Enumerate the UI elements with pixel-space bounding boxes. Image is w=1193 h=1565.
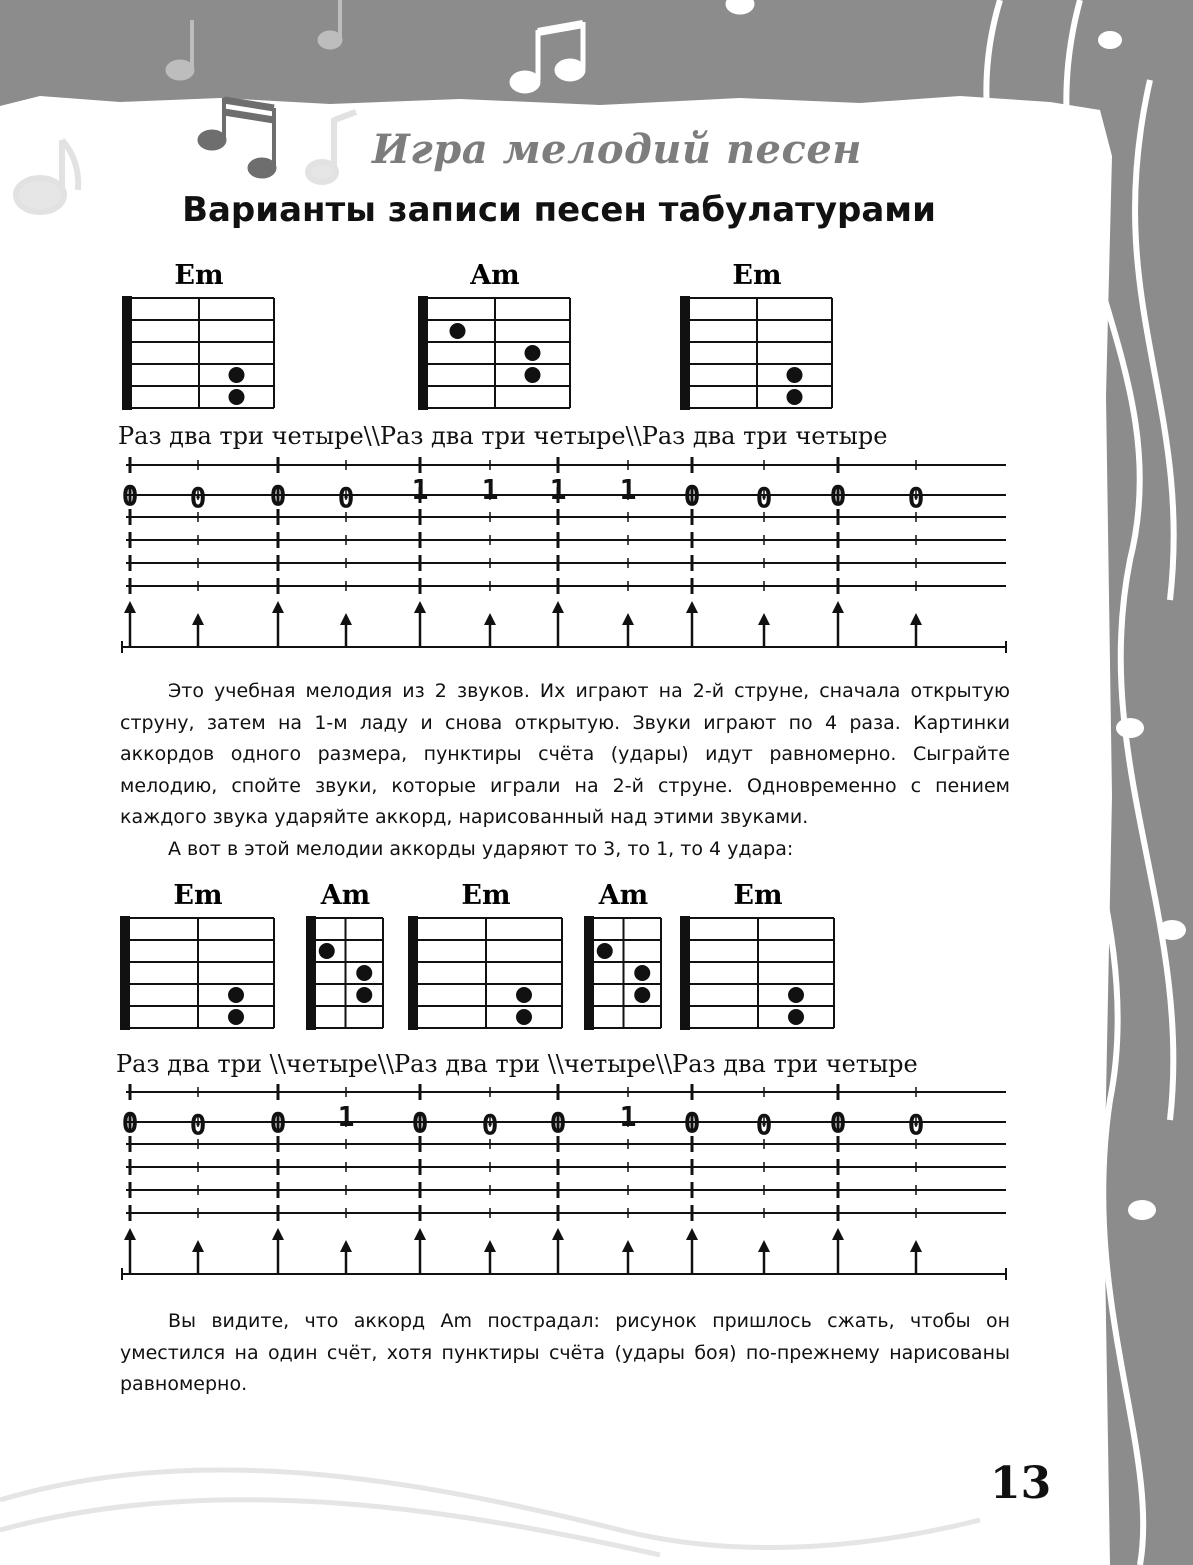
stroke-arrow-up	[552, 601, 564, 647]
finger-dot	[788, 987, 804, 1003]
counting-line-2: Раз два три \\четыре\\Раз два три \\четыре\\Раз два три четыре	[116, 1050, 918, 1078]
stroke-arrow-up	[414, 1228, 426, 1274]
finger-dot	[516, 987, 532, 1003]
tab-fret-number: 0	[411, 1106, 429, 1139]
paragraph-conclusion: Вы видите, что аккорд Am пострадал: рисунок пришлось сжать, чтобы он уместился на один счёт, хотя пунктиры счёта (удары боя) по-прежнему нарисованы равномерно.	[120, 1310, 1010, 1395]
finger-dot	[229, 367, 245, 383]
chord-name: Em	[733, 880, 783, 911]
tab-fret-number: 0	[337, 481, 355, 514]
tab-fret-number: 0	[121, 479, 139, 512]
chord-name: Am	[320, 880, 371, 911]
chord-diagram-am	[306, 880, 383, 1030]
paragraph-explanation: Это учебная мелодия из 2 звуков. Их играют на 2-й струне, сначала открытую струну, затем на 1-м ладу и снова открытую. Звуки играют по 4 раза. Картинки аккордов одного размера, пунктиры счёта (удары) идут равномерно. Сыграйте мелодию, спойте звуки, которые играли на 2-й струне. Одновременно с пением каждого звука ударяйте аккорд, нарисованный над этими звуками.	[120, 680, 1010, 828]
stroke-arrow-up	[758, 1240, 770, 1274]
chord-diagram-em	[408, 880, 562, 1030]
tab-fret-number: 0	[683, 1106, 701, 1139]
tab-fret-number: 0	[189, 481, 207, 514]
finger-dot	[525, 367, 541, 383]
tab-fret-number: 0	[829, 1106, 847, 1139]
tab-fret-number: 0	[755, 1108, 773, 1141]
finger-dot	[788, 1009, 804, 1025]
chord-diagram-em	[122, 260, 274, 410]
finger-dot	[634, 987, 650, 1003]
chord-diagram-em	[680, 260, 832, 410]
finger-dot	[597, 943, 613, 959]
stroke-arrow-up	[340, 613, 352, 647]
tab-fret-number: 0	[269, 1106, 287, 1139]
stroke-arrow-up	[272, 1228, 284, 1274]
tab-fret-number: 0	[683, 479, 701, 512]
counting-line-1: Раз два три четыре\\Раз два три четыре\\Раз два три четыре	[118, 422, 888, 450]
chord-name: Em	[174, 260, 224, 291]
tab-fret-number: 1	[337, 1100, 355, 1133]
tab-fret-number: 0	[755, 481, 773, 514]
stroke-arrow-up	[414, 601, 426, 647]
stroke-arrow-up	[192, 613, 204, 647]
tab-fret-number: 0	[121, 1106, 139, 1139]
finger-dot	[787, 389, 803, 405]
finger-dot	[450, 323, 466, 339]
stroke-arrow-up	[124, 601, 136, 647]
stroke-arrow-up	[622, 613, 634, 647]
page-title: Варианты записи песен табулатурами	[182, 190, 936, 230]
tab-fret-number: 1	[411, 473, 429, 506]
stroke-arrow-up	[484, 613, 496, 647]
finger-dot	[516, 1009, 532, 1025]
stroke-arrow-up	[686, 601, 698, 647]
tab-fret-number: 1	[481, 473, 499, 506]
chord-diagram-am	[584, 880, 661, 1030]
stroke-arrow-up	[686, 1228, 698, 1274]
page-number: 13	[990, 1458, 1052, 1509]
stroke-arrow-up	[622, 1240, 634, 1274]
stroke-arrow-up	[758, 613, 770, 647]
tab-fret-number: 0	[907, 1108, 925, 1141]
stroke-arrow-up	[340, 1240, 352, 1274]
paragraph-intro-example-2: А вот в этой мелодии аккорды ударяют то 3, то 1, то 4 удара:	[168, 838, 794, 860]
stroke-arrow-up	[910, 613, 922, 647]
tab-fret-number: 1	[549, 473, 567, 506]
chord-diagrams-row-1	[0, 250, 1118, 420]
finger-dot	[356, 965, 372, 981]
stroke-arrow-up	[832, 1228, 844, 1274]
chord-diagram-em	[680, 880, 834, 1030]
chord-diagrams-row-2	[0, 870, 1118, 1040]
stroke-arrow-up	[832, 601, 844, 647]
chord-name: Em	[732, 260, 782, 291]
finger-dot	[228, 987, 244, 1003]
stroke-arrow-up	[910, 1240, 922, 1274]
tab-fret-number: 0	[549, 1106, 567, 1139]
stroke-arrow-up	[272, 601, 284, 647]
tab-fret-number: 0	[481, 1108, 499, 1141]
chord-name: Em	[461, 880, 511, 911]
finger-dot	[525, 345, 541, 361]
tab-fret-number: 0	[907, 481, 925, 514]
finger-dot	[228, 1009, 244, 1025]
chord-name: Am	[470, 260, 520, 291]
chord-name: Em	[173, 880, 223, 911]
chord-diagram-em	[120, 880, 274, 1030]
finger-dot	[356, 987, 372, 1003]
tab-fret-number: 0	[189, 1108, 207, 1141]
section-heading: Игра мелодий песен	[372, 126, 862, 173]
finger-dot	[229, 389, 245, 405]
chord-name: Am	[598, 880, 649, 911]
tablature-2	[0, 1082, 1118, 1287]
finger-dot	[319, 943, 335, 959]
finger-dot	[787, 367, 803, 383]
chord-diagram-am	[418, 260, 570, 410]
stroke-arrow-up	[192, 1240, 204, 1274]
stroke-arrow-up	[552, 1228, 564, 1274]
tab-fret-number: 0	[829, 479, 847, 512]
tab-fret-number: 1	[619, 1100, 637, 1133]
stroke-arrow-up	[484, 1240, 496, 1274]
tab-fret-number: 1	[619, 473, 637, 506]
tablature-1	[0, 455, 1118, 660]
tab-fret-number: 0	[269, 479, 287, 512]
finger-dot	[634, 965, 650, 981]
stroke-arrow-up	[124, 1228, 136, 1274]
